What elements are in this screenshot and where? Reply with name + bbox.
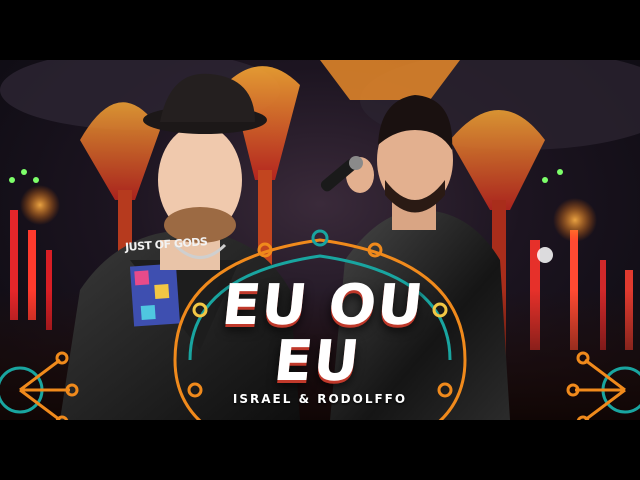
- title-block: [200, 273, 440, 406]
- song-title: EU OU EU: [218, 273, 428, 394]
- jacket-print-text: JUST OF GODS: [124, 235, 208, 254]
- artist-name: ISRAEL & RODOLFFO: [232, 392, 408, 406]
